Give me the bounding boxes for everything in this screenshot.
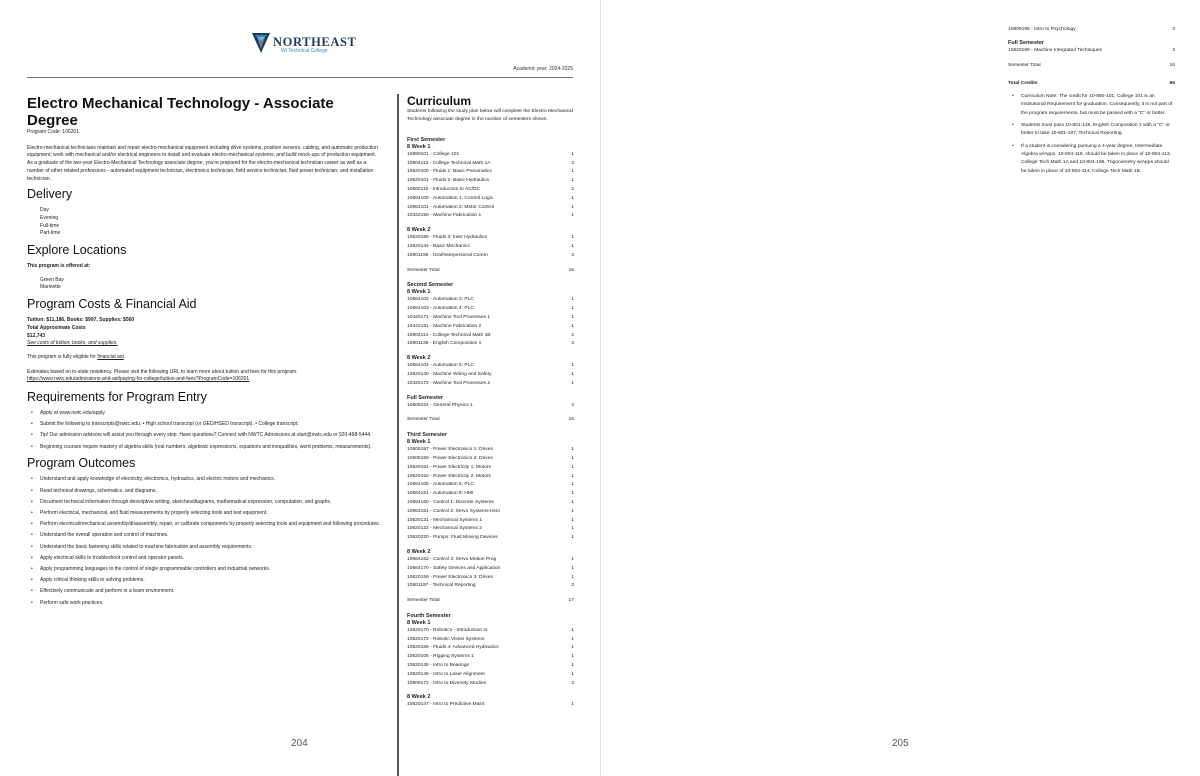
outcome-item: • Perform electrical/mechanical assembly/disassembly, repair, or calibrate components by properly selecting tools and equipment and following procedures.: [40, 521, 383, 529]
course-credits: 1: [571, 213, 574, 219]
course-name: 10620170 - Robotics - Introduction to: [407, 627, 488, 633]
course-row: [407, 212, 574, 221]
course-row: [1008, 26, 1175, 35]
course-name: 10420172 - Machine Tool Processes 2: [407, 380, 491, 386]
course-row: [407, 662, 574, 671]
course-name: 10806154 - General Physics 1: [407, 402, 473, 408]
course-credits: 1: [571, 508, 574, 514]
semester-total-row: [407, 597, 574, 606]
total-credits-label: Total Credits: [1008, 81, 1038, 87]
semester-section: [407, 432, 574, 606]
course-name: 10664105 - Automation 6: PLC: [407, 482, 474, 488]
course-name: 10890101 - College 101: [407, 151, 460, 157]
delivery-item: Day: [40, 207, 49, 214]
semester-heading: Fourth Semester: [407, 612, 451, 619]
curriculum-note: • Students must pass 10-801-136, English Composition 1 with a "C" or better to take 10-801-197, Technical Reporting.: [1021, 122, 1175, 139]
locations-list: [27, 277, 383, 292]
semester-total-value: 16: [568, 267, 574, 273]
page-number: 205: [892, 738, 909, 749]
course-name: 10664170 - Safety Devices and Application: [407, 565, 501, 571]
semester-total-value: 16: [1169, 62, 1175, 68]
course-credits: 1: [571, 654, 574, 660]
outcome-item: • Effectively communicate and perform in a team environment.: [40, 588, 383, 596]
course-credits: 1: [571, 243, 574, 249]
course-row: [407, 499, 574, 508]
delivery-list: [27, 207, 383, 238]
course-credits: 1: [571, 702, 574, 708]
course-name: 10664160 - Control 1: Discrete Systems: [407, 499, 494, 505]
outcome-item: • Understand the overall operation and control of machines.: [40, 532, 383, 540]
course-credits: 1: [571, 195, 574, 201]
course-name: 10620146 - Intro to Laser Alignment: [407, 671, 485, 677]
course-credits: 1: [571, 178, 574, 184]
requirements-list: [27, 410, 383, 451]
course-row: [407, 380, 574, 389]
course-credits: 1: [571, 455, 574, 461]
costs-total: $12,743: [27, 332, 46, 339]
course-row: [407, 186, 574, 195]
course-row: [407, 490, 574, 499]
course-row: [407, 177, 574, 186]
course-row: [407, 168, 574, 177]
semester-total-label: Semester Total: [407, 598, 440, 604]
program-title: Electro Mechanical Technology - Associate Degree: [27, 95, 334, 129]
curriculum-column: [407, 95, 574, 710]
outcome-item: • Understand and apply knowledge of electricity, electronics, hydraulics, and electric motors and mechanics.: [40, 476, 383, 484]
course-row: [407, 574, 574, 583]
course-credits: 1: [571, 235, 574, 241]
course-credits: 1: [571, 464, 574, 470]
course-row: [407, 627, 574, 636]
semester-heading: Third Semester: [407, 432, 448, 439]
course-credits: 1: [571, 671, 574, 677]
course-name: 10620121 - Mechanical Systems 1: [407, 517, 483, 523]
course-credits: 3: [571, 160, 574, 166]
course-name: 10620105 - Rigging Systems 1: [407, 654, 474, 660]
semester-total-row: [1008, 62, 1175, 71]
course-row: [407, 508, 574, 517]
course-name: 10620147 - Intro to Predictive Maint: [407, 702, 485, 708]
course-name: 10664104 - Automation 5: PLC: [407, 363, 474, 369]
course-credits: 1: [571, 169, 574, 175]
curriculum-intro: Students following the study plan below will complete the Electro Mechanical Technology associate degree in the number of semesters shown.: [407, 109, 573, 123]
course-credits: 3: [571, 341, 574, 347]
course-row: [407, 340, 574, 349]
curriculum-heading: Curriculum: [407, 94, 472, 108]
course-row: [407, 305, 574, 314]
week-heading: 8 Week 2: [407, 694, 431, 701]
course-name: 10801136 - English Composition 1: [407, 341, 482, 347]
course-row: [407, 671, 574, 680]
course-credits: 1: [571, 482, 574, 488]
page-right: [600, 0, 1200, 776]
course-credits: 1: [571, 565, 574, 571]
course-credits: 3: [571, 680, 574, 686]
course-credits: 3: [571, 252, 574, 258]
semester-section: [407, 137, 574, 276]
course-row: [407, 473, 574, 482]
requirement-item: • Beginning courses require mastery of algebra skills (real numbers, algebraic expressions, equations and inequalities, word problems, measurements).: [40, 444, 383, 452]
program-info-column: [27, 95, 383, 612]
course-name: 10620140 - Machine Wiring and Safety: [407, 371, 492, 377]
semester-heading: Second Semester: [407, 282, 454, 289]
course-credits: 1: [571, 499, 574, 505]
course-row: [407, 653, 574, 662]
tuition-url-link[interactable]: https://www.nwtc.edu/admissions-and-aid/paying-for-college/tuition-and-fees?ProgramCode=106201: [27, 376, 250, 383]
course-row: [407, 204, 574, 213]
course-credits: 1: [571, 526, 574, 532]
course-name: 10664151 - Automation 8: HMI: [407, 491, 474, 497]
course-row: [407, 234, 574, 243]
locations-offered: This program is offered at:: [27, 263, 91, 270]
course-credits: 1: [571, 323, 574, 329]
curriculum-note: • Curriculum Note: The credit for 10-890-101, College 101 is an Institutional Requirement for graduation. Consequently, it is not part of the program requirements, but must be passed with a "C" or better.: [1021, 93, 1175, 118]
course-row: [407, 314, 574, 323]
course-row: [407, 644, 574, 653]
course-row: [407, 517, 574, 526]
week-heading: 8 Week 2: [407, 548, 431, 555]
course-name: 10809198 - Intro to Psychology: [1008, 27, 1076, 32]
course-credits: 3: [571, 583, 574, 589]
course-name: 10664161 - Control 2: Servo Systems-Intro: [407, 508, 500, 514]
course-name: 10664101 - Automation 2: Motor Control: [407, 204, 494, 210]
course-name: 10442150 - Machine Fabrication 1: [407, 213, 482, 219]
requirement-item: • Apply at www.nwtc.edu/apply.: [40, 410, 383, 418]
location-item: Green Bay: [40, 276, 64, 283]
course-row: [407, 296, 574, 305]
outcome-item: • Document technical information through descriptive writing, sketches/diagrams, mathematical expression, computation, and graphs.: [40, 499, 383, 507]
semester-total-row: [407, 267, 574, 276]
course-name: 10664103 - Automation 4: PLC: [407, 306, 474, 312]
course-row: [407, 252, 574, 261]
week-heading: Full Semester: [1008, 39, 1045, 46]
course-row: [407, 446, 574, 455]
course-name: 10620162 - Power Electricity 2: Motors: [407, 473, 491, 479]
semester-heading: First Semester: [407, 136, 446, 143]
course-row: [407, 464, 574, 473]
outcome-item: • Apply programming languages to the control of single programmable controllers and industrial networks.: [40, 566, 383, 574]
outcomes-heading: Program Outcomes: [27, 456, 136, 471]
logo-name: NORTHEAST: [273, 35, 357, 49]
costs-total-label: Total Approximate Costs: [27, 324, 86, 331]
week-heading: 8 Week 1: [407, 143, 431, 150]
course-name: 10664102 - Automation 3: PLC: [407, 297, 474, 303]
curriculum-note: • If a student is considering pursuing a 4-year degree, Intermediate Algebra w/Apps, 10-804-118, should be taken in place of 10-804-113, College Tech Math 1A and 10-804-196, Trigonometry w/Apps should be taken in place of 10-804-114, College Tech Math 1B.: [1021, 143, 1175, 176]
course-credits: 1: [571, 517, 574, 523]
course-row: [407, 525, 574, 534]
course-name: 10605158 - Power Electronics 2: Drives: [407, 455, 493, 461]
course-credits: 1: [571, 535, 574, 541]
course-name: 10620144 - Basic Mechanics: [407, 243, 470, 249]
week-heading: Full Semester: [407, 394, 444, 401]
course-name: 10420171 - Machine Tool Processes 1: [407, 314, 491, 320]
course-name: 10620100 - Fluids 1: Basic Pneumatics: [407, 169, 492, 175]
course-credits: 1: [571, 306, 574, 312]
outcome-item: • Perform electrical, mechanical, and fluid measurements by properly selecting tools and test equipment.: [40, 510, 383, 518]
course-row: [407, 332, 574, 341]
course-row: [407, 481, 574, 490]
week-heading: 8 Week 2: [407, 355, 431, 362]
course-name: 10442151 - Machine Fabrication 2: [407, 323, 482, 329]
course-row: [407, 636, 574, 645]
delivery-heading: Delivery: [27, 187, 73, 202]
costs-block: [27, 317, 383, 348]
course-row: [407, 371, 574, 380]
course-credits: 3: [1172, 27, 1175, 32]
logo-subtitle: WI Technical College: [281, 48, 328, 54]
course-credits: 1: [571, 556, 574, 562]
course-credits: 1: [571, 491, 574, 497]
semester-section: [407, 613, 574, 710]
semester-total-label: Semester Total: [407, 417, 440, 423]
course-credits: 1: [571, 363, 574, 369]
course-row: [407, 243, 574, 252]
course-name: 10801196 - Oral/Interpersonal Comm: [407, 252, 488, 258]
academic-year: Academic year: 2024-2025: [513, 66, 573, 72]
semester-total-label: Semester Total: [407, 267, 440, 273]
header-rule: [27, 77, 573, 78]
course-row: [407, 701, 574, 710]
course-name: 10804113 - College Technical Math 1A: [407, 160, 491, 166]
course-credits: 4: [571, 402, 574, 408]
course-name: 10620159 - Power Electronics 3: Drives: [407, 574, 493, 580]
financial-aid-prefix: This program is fully eligible for: [27, 353, 98, 360]
course-credits: 1: [571, 204, 574, 210]
financial-aid-note: [27, 354, 383, 362]
course-name: 10801197 - Technical Reporting: [407, 583, 476, 589]
course-name: 10804114 - College Technical Math 1B: [407, 332, 491, 338]
page-number: 204: [291, 738, 308, 749]
curriculum-continued: [1008, 26, 1175, 180]
requirements-heading: Requirements for Program Entry: [27, 390, 207, 405]
course-credits: 1: [571, 663, 574, 669]
course-row: [407, 565, 574, 574]
course-name: 10620145 - Intro to Bearings: [407, 663, 469, 669]
semester-total-row: [407, 416, 574, 425]
location-item: Marinette: [40, 284, 61, 291]
course-row: [407, 582, 574, 591]
course-credits: 1: [571, 645, 574, 651]
column-divider: [397, 94, 399, 776]
week-heading: 8 Week 1: [407, 619, 431, 626]
week-heading: 8 Week 1: [407, 289, 431, 296]
course-name: 10809172 - Intro to Diversity Studies: [407, 680, 487, 686]
course-credits: 1: [571, 297, 574, 303]
week-heading: 8 Week 1: [407, 439, 431, 446]
course-row: [407, 323, 574, 332]
locations-heading: Explore Locations: [27, 243, 127, 258]
costs-tuition: Tuition: $11,186, Books: $997, Supplies: $560: [27, 317, 135, 324]
course-row: [407, 151, 574, 160]
course-row: [407, 402, 574, 411]
course-row: [407, 534, 574, 543]
course-credits: 2: [571, 187, 574, 192]
semester-section: [407, 282, 574, 425]
course-credits: 1: [571, 380, 574, 386]
course-credits: 1: [571, 314, 574, 320]
outcome-item: • Perform safe work practices.: [40, 600, 383, 608]
course-credits: 1: [571, 574, 574, 580]
course-credits: 1: [571, 636, 574, 642]
requirement-item: • Submit the following to transcripts@nwtc.edu: • High school transcript (or GED/HSED transcript). • College transcript.: [40, 421, 383, 429]
curriculum-notes: [1008, 93, 1175, 176]
outcome-item: • Apply electrical skills to troubleshoot control and operator panels.: [40, 555, 383, 563]
program-code: Program Code: 106201: [27, 129, 79, 135]
outcome-item: • Read technical drawings, schematics, and diagrams.: [40, 488, 383, 496]
see-costs-link[interactable]: See costs of tuition, books, and supplies.: [27, 340, 118, 347]
course-row: [1008, 47, 1175, 56]
course-row: [407, 455, 574, 464]
delivery-item: Full-time: [40, 222, 60, 229]
logo-emblem-icon: [251, 31, 271, 55]
course-name: 10620166 - Fluids 4: Advanced Hydraulics: [407, 645, 499, 651]
costs-heading: Program Costs & Financial Aid: [27, 297, 197, 312]
course-name: 10664162 - Control 3: Servo Motion Prog: [407, 556, 497, 562]
course-credits: 1: [571, 151, 574, 157]
semester-total-value: 17: [568, 598, 574, 604]
total-credits-value: 65: [1169, 81, 1175, 87]
course-row: [407, 195, 574, 204]
semester-total-label: Semester Total: [1008, 62, 1041, 68]
course-credits: 1: [571, 627, 574, 633]
course-credits: 1: [571, 371, 574, 377]
course-row: [407, 160, 574, 169]
delivery-item: Part-time: [40, 230, 61, 237]
course-credits: 1: [571, 473, 574, 479]
course-name: 10620122 - Mechanical Systems 2: [407, 526, 483, 532]
course-name: 10620220 - Pumps: Fluid Moving Devices: [407, 535, 498, 541]
semester-total-value: 16: [568, 417, 574, 423]
financial-aid-suffix: .: [123, 353, 126, 360]
outcome-item: • Understand the basic fastening skills related to machine fabrication and assembly requirements.: [40, 544, 383, 552]
course-row: [407, 556, 574, 565]
course-credits: 1: [571, 447, 574, 453]
outcome-item: • Apply critical thinking skills to solving problems.: [40, 577, 383, 585]
course-name: 10664100 - Automation 1: Control Logic: [407, 195, 494, 201]
course-row: [407, 680, 574, 689]
outcomes-list: [27, 476, 383, 607]
delivery-item: Evening: [40, 214, 59, 221]
course-name: 10620189 - Machine Integrated Techniques: [1008, 47, 1102, 53]
semester-list: [407, 137, 574, 710]
costs-estimates: Estimates based on in-state residency. Please visit the following URL to learn more about tuition and fees for this program.: [27, 368, 298, 375]
college-logo[interactable]: [251, 31, 361, 57]
course-row: [407, 362, 574, 371]
course-credits: 3: [1172, 47, 1175, 53]
requirement-item: • Tip! Our admission advisors will assist you through every step. Have questions? Connect with NWTC Admissions at start@nwtc.edu or 920-498-5444.: [40, 432, 383, 440]
course-name: 10605157 - Power Electronics 1: Drives: [407, 447, 493, 453]
course-name: 10660116 - Introduction to AC/DC: [407, 187, 481, 192]
course-name: 10620161 - Power Electricity 1: Motors: [407, 464, 491, 470]
course-name: 10620165 - Fluids 3: Inter Hydraulics: [407, 235, 487, 241]
course-name: 10620172 - Robotic Vision Systems: [407, 636, 485, 642]
course-name: 10620101 - Fluids 2: Basic Hydraulics: [407, 178, 490, 184]
total-credits-row: [1008, 80, 1175, 89]
financial-aid-link[interactable]: financial aid: [97, 353, 124, 360]
program-description: Electro-mechanical technicians maintain and repair electro-mechanical equipment including drive systems, position sensors, cabling, and automatic production equipment; work with mechanical and/or electrical engineers to install and evaluate electro-mechanical systems; and build mock-ups of production equipment. As a graduate of the two-year Electro-Mechanical Technology associate degree, you're prepared for the electro-mechanical technician career as well as a number of other related professions - automated equipment technician, electronics technician, field service technician, fluid power technician, and installation technician.: [27, 144, 378, 182]
course-credits: 2: [571, 332, 574, 338]
week-heading: 8 Week 2: [407, 227, 431, 234]
